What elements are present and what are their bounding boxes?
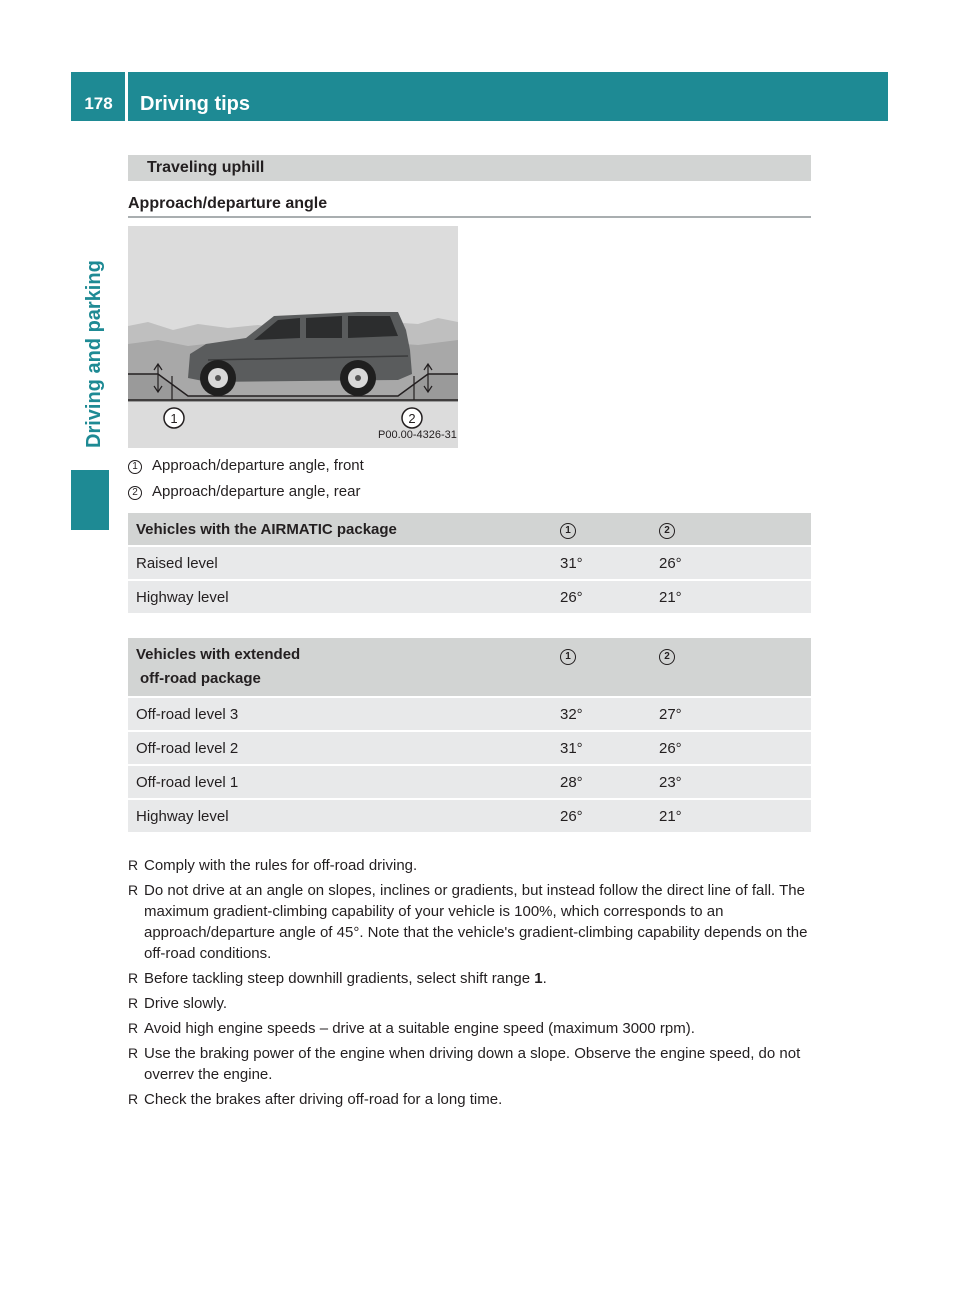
list-item: R Do not drive at an angle on slopes, inclines or gradients, but instead follow the direct line of fall. The maximum gradient-climbing capability of your vehicle is 100%, which corresponds to an approach/departure angle of 45°. Note that the vehicle's gradient-climbing capability depends on the off-road conditions. xyxy=(128,880,812,964)
table-row xyxy=(128,766,811,798)
table-row xyxy=(128,547,811,579)
table-header-cell xyxy=(643,513,811,545)
table-cell: Off-road level 1 xyxy=(128,766,536,798)
table-cell: 26° xyxy=(643,547,811,579)
table-cell: Highway level xyxy=(128,581,536,613)
table-cell: 26° xyxy=(536,581,643,613)
table-cell: 32° xyxy=(536,698,643,730)
vehicle-angle-figure xyxy=(128,226,458,448)
legend-num-2-icon: 2 xyxy=(128,486,142,500)
list-item: R Avoid high engine speeds – drive at a suitable engine speed (maximum 3000 rpm). xyxy=(128,1018,812,1039)
front-angle-icon: 1 xyxy=(560,649,576,665)
table-cell: 31° xyxy=(536,547,643,579)
table-cell: 31° xyxy=(536,732,643,764)
section-title: Traveling uphill xyxy=(147,159,265,176)
table-cell: Off-road level 2 xyxy=(128,732,536,764)
table-cell: 21° xyxy=(643,800,811,832)
table-cell: 27° xyxy=(643,698,811,730)
figure-code: P00.00-4326-31 xyxy=(378,429,457,441)
header-divider xyxy=(125,72,128,121)
table-header-cell xyxy=(536,638,643,696)
table-row xyxy=(128,698,811,730)
shift-range-value: 1 xyxy=(534,970,543,987)
table-cell: 28° xyxy=(536,766,643,798)
table-header-line: Vehicles with extended xyxy=(136,646,301,663)
list-item: R Comply with the rules for off-road driving. xyxy=(128,855,812,876)
legend-text: Approach/departure angle, front xyxy=(152,457,364,474)
legend-item xyxy=(128,456,364,476)
table-row xyxy=(128,800,811,832)
page-title: Driving tips xyxy=(140,93,251,115)
sub-heading: Approach/departure angle xyxy=(128,195,328,212)
instruction-list xyxy=(128,855,812,1114)
table-header-cell xyxy=(536,513,643,545)
table-cell: 21° xyxy=(643,581,811,613)
rear-angle-icon: 2 xyxy=(659,649,675,665)
page-number: 178 xyxy=(84,94,113,113)
list-item: R Drive slowly. xyxy=(128,993,812,1014)
list-item: R Before tackling steep downhill gradients, select shift range 1. xyxy=(128,968,812,989)
table-cell: Raised level xyxy=(128,547,536,579)
table-cell: Off-road level 3 xyxy=(128,698,536,730)
table-header-row xyxy=(128,638,811,696)
offroad-angle-table xyxy=(128,636,811,834)
list-item: R Check the brakes after driving off-road for a long time. xyxy=(128,1089,812,1110)
table-cell: 26° xyxy=(536,800,643,832)
legend-item xyxy=(128,482,360,502)
side-tab-label: Driving and parking xyxy=(83,260,105,448)
table-header-cell xyxy=(643,638,811,696)
rear-angle-icon: 2 xyxy=(659,523,675,539)
table-header-cell xyxy=(128,638,536,696)
callout-1-label: 1 xyxy=(170,411,178,426)
side-tab-marker xyxy=(71,470,109,530)
list-item-text: Before tackling steep downhill gradients, select shift range xyxy=(144,970,535,987)
table-cell: 26° xyxy=(643,732,811,764)
table-row xyxy=(128,581,811,613)
list-item: R Use the braking power of the engine when driving down a slope. Observe the engine speed, do not overrev the engine. xyxy=(128,1043,812,1085)
table-header-row xyxy=(128,513,811,545)
airmatic-angle-table xyxy=(128,511,811,615)
table-header-cell: Vehicles with the AIRMATIC package xyxy=(128,513,536,545)
vehicle-illustration xyxy=(128,226,458,448)
table-header-line: off-road package xyxy=(140,670,261,687)
callout-2-label: 2 xyxy=(408,411,416,426)
front-angle-icon: 1 xyxy=(560,523,576,539)
sub-heading-rule xyxy=(128,216,811,218)
table-cell: Highway level xyxy=(128,800,536,832)
table-cell: 23° xyxy=(643,766,811,798)
table-row xyxy=(128,732,811,764)
legend-text: Approach/departure angle, rear xyxy=(152,483,361,500)
legend-num-1-icon: 1 xyxy=(128,460,142,474)
